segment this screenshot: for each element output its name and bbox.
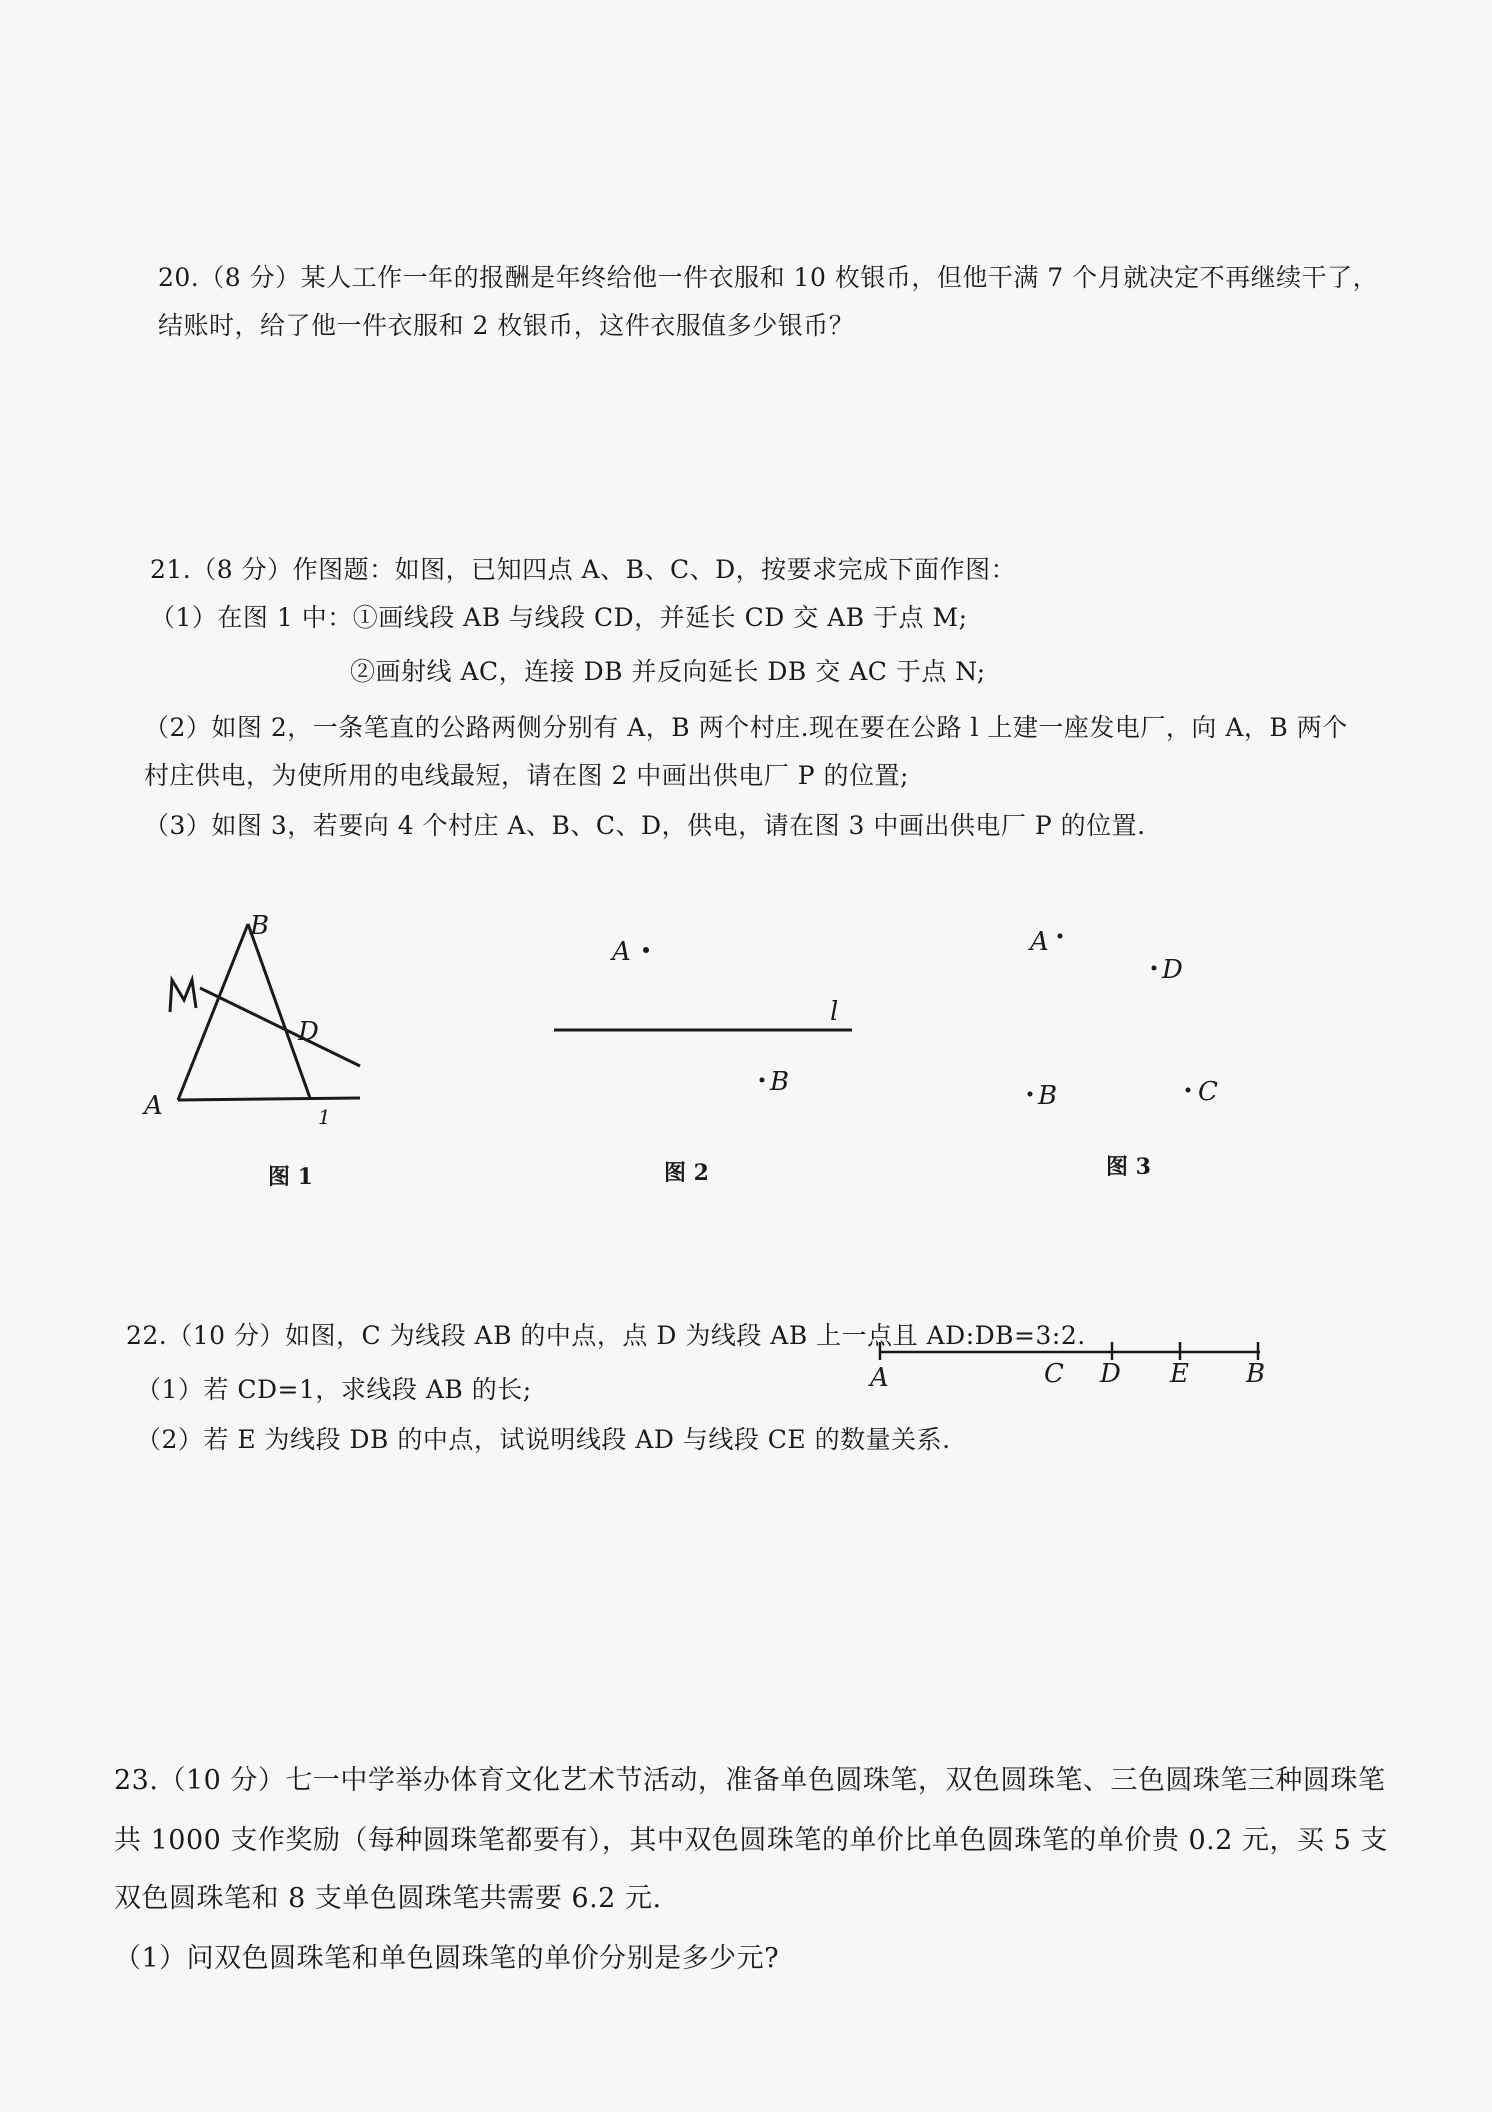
- q22-point-c: C: [1044, 1359, 1064, 1389]
- q21-line-5: 村庄供电，为使所用的电线最短，请在图 2 中画出供电厂 P 的位置;: [144, 761, 909, 790]
- fig2-point-a: A: [612, 937, 631, 967]
- q22-line-1: 22.（10 分）如图，C 为线段 AB 的中点，点 D 为线段 AB 上一点且 AD:DB=3:2.: [126, 1321, 1086, 1350]
- fig3-dot-c: [1186, 1088, 1191, 1093]
- figure-2: [540, 920, 880, 1120]
- fig1-label: 图 1: [268, 1164, 313, 1190]
- fig1-m-mark: [170, 980, 196, 1012]
- q21-line-1: 21.（8 分）作图题：如图，已知四点 A、B、C、D，按要求完成下面作图：: [150, 555, 1017, 584]
- fig1-mark-1: 1: [318, 1105, 331, 1129]
- fig2-dot-a: [643, 947, 649, 953]
- fig3-point-c: C: [1198, 1077, 1218, 1107]
- fig3-point-d: D: [1162, 955, 1183, 985]
- fig1-ray-a: [178, 1098, 360, 1100]
- fig3-dot-b: [1028, 1092, 1033, 1097]
- fig2-line-l: l: [830, 997, 839, 1027]
- fig2-point-b: B: [770, 1067, 790, 1097]
- q23-line-3: 双色圆珠笔和 8 支单色圆珠笔共需要 6.2 元.: [114, 1883, 662, 1914]
- q21-line-4: （2）如图 2，一条笔直的公路两侧分别有 A，B 两个村庄.现在要在公路 l 上建一座发电厂，向 A，B 两个: [144, 713, 1348, 742]
- q20-line-1: 20.（8 分）某人工作一年的报酬是年终给他一件衣服和 10 枚银币，但他干满 7 个月就决定不再继续干了，: [158, 263, 1379, 292]
- q22-point-b: B: [1246, 1359, 1266, 1389]
- fig1-point-b: B: [250, 911, 270, 941]
- figure-3: [1010, 910, 1270, 1120]
- fig3-point-b: B: [1038, 1081, 1058, 1111]
- fig2-dot-b: [760, 1078, 765, 1083]
- q22-line-3: （2）若 E 为线段 DB 的中点，试说明线段 AD 与线段 CE 的数量关系.: [136, 1425, 951, 1454]
- fig1-point-a: A: [144, 1091, 163, 1121]
- q22-point-e: E: [1170, 1359, 1189, 1389]
- q22-segment-figure: [860, 1336, 1280, 1396]
- q21-line-6: （3）如图 3，若要向 4 个村庄 A、B、C、D，供电，请在图 3 中画出供电厂 P 的位置.: [144, 811, 1146, 840]
- figure-1: [140, 900, 380, 1140]
- fig3-dot-a: [1058, 934, 1063, 939]
- q22-point-d: D: [1100, 1359, 1121, 1389]
- fig1-segment-ab: [178, 924, 248, 1100]
- q21-line-3: ②画射线 AC，连接 DB 并反向延长 DB 交 AC 于点 N;: [350, 657, 986, 686]
- fig3-label: 图 3: [1106, 1154, 1151, 1180]
- q20-line-2: 结账时，给了他一件衣服和 2 枚银币，这件衣服值多少银币？: [158, 311, 855, 340]
- fig1-line-md: [200, 988, 360, 1066]
- q22-point-a: A: [870, 1363, 889, 1393]
- q23-line-2: 共 1000 支作奖励（每种圆珠笔都要有），其中双色圆珠笔的单价比单色圆珠笔的单价贵 0.2 元，买 5 支: [114, 1825, 1388, 1856]
- fig1-segment-bc: [248, 924, 310, 1098]
- q23-line-1: 23.（10 分）七一中学举办体育文化艺术节活动，准备单色圆珠笔，双色圆珠笔、三色圆珠笔三种圆珠笔: [114, 1765, 1386, 1796]
- fig3-dot-d: [1152, 966, 1157, 971]
- q22-line-2: （1）若 CD=1，求线段 AB 的长;: [136, 1375, 532, 1404]
- q23-line-4: （1）问双色圆珠笔和单色圆珠笔的单价分别是多少元?: [114, 1943, 780, 1974]
- fig2-label: 图 2: [664, 1160, 709, 1186]
- q21-line-2: （1）在图 1 中：①画线段 AB 与线段 CD，并延长 CD 交 AB 于点 M;: [150, 603, 968, 632]
- fig1-point-d: D: [298, 1017, 319, 1047]
- fig3-point-a: A: [1030, 927, 1049, 957]
